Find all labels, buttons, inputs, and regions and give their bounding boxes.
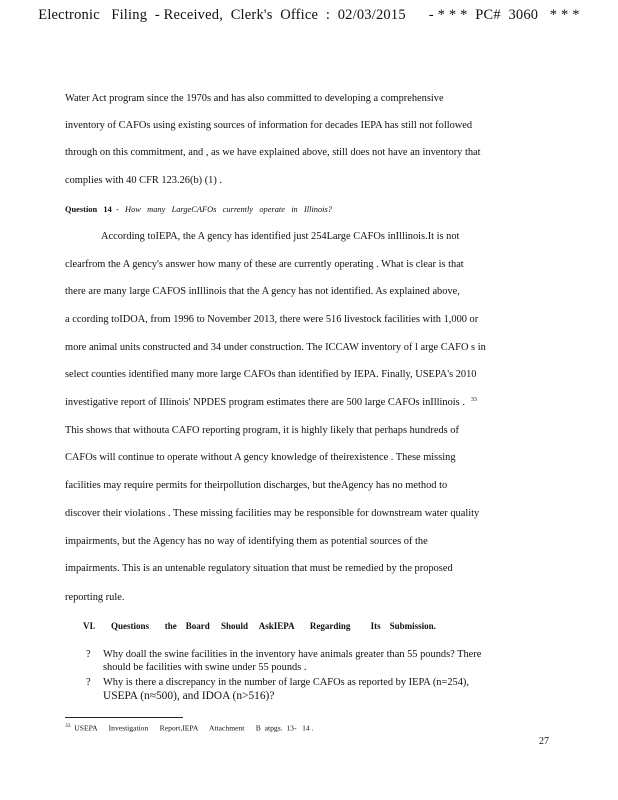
para2-line-14: reporting rule. xyxy=(65,592,125,603)
bullet-2-line-1: Why is there a discrepancy in the number of large CAFOs as reported by IEPA (n=254), xyxy=(103,677,469,688)
para2-line-10: facilities may require permits for theirpollution discharges, but theAgency has no method to xyxy=(65,480,448,491)
bullet-1-text xyxy=(103,649,481,674)
para1-line-3: through on this commitment, and , as we have explained above, still does not have an inventory that xyxy=(65,147,481,158)
page-number: 27 xyxy=(539,736,549,747)
bullet-1-symbol: ? xyxy=(86,649,91,660)
footnote-33 xyxy=(65,723,314,733)
bullet-2-line-2: USEPA (n≈500), and IDOA (n>516)? xyxy=(103,689,275,702)
para2-line-9: CAFOs will continue to operate without A gency knowledge of theirexistence . These missing xyxy=(65,452,456,463)
para2-line-13: impairments. This is an untenable regulatory situation that must be remedied by the proposed xyxy=(65,563,453,574)
para2-line-3: there are many large CAFOS inIllinois that the A gency has not identified. As explained above, xyxy=(65,286,460,297)
para2-line-8: This shows that withouta CAFO reporting program, it is highly likely that perhaps hundreds of xyxy=(65,425,459,436)
para2-line-4: a ccording toIDOA, from 1996 to November 2013, there were 516 livestock facilities with 1,000 or xyxy=(65,314,479,325)
para2-line-7: investigative report of Illinois' NPDES program estimates there are 500 large CAFOs inIllinois . 33 xyxy=(65,397,477,408)
para2-line-6: select counties identified many more large CAFOs than identified by IEPA. Finally, USEPA's 2010 xyxy=(65,369,477,380)
para2-line-5: more animal units constructed and 34 under construction. The ICCAW inventory of l arge CAFO s in xyxy=(65,342,486,353)
bullet-2-text xyxy=(103,677,469,702)
footnote-ref-33: 33 xyxy=(470,397,477,403)
section-vi-heading: VI. Questions the Board Should AskIEPA Regarding Its Submission. xyxy=(83,621,436,631)
filing-header: Electronic Filing - Received, Clerk's Office : 02/03/2015 - * * * PC# 3060 * * * xyxy=(38,7,580,23)
footnote-divider xyxy=(65,717,183,718)
question-14 xyxy=(65,205,332,214)
para2-line-12: impairments, but the Agency has no way of identifying them as potential sources of the xyxy=(65,536,428,547)
para2-line-11: discover their violations . These missing facilities may be responsible for downstream water quality xyxy=(65,508,480,519)
para1-line-2: inventory of CAFOs using existing sources of information for decades IEPA has still not followed xyxy=(65,120,473,131)
para1-line-4: complies with 40 CFR 123.26(b) (1) . xyxy=(65,175,223,186)
bullet-2-symbol: ? xyxy=(86,677,91,688)
para2-line-1: According toIEPA, the A gency has identified just 254Large CAFOs inIllinois.It is not xyxy=(101,231,460,242)
bullet-1-line-2: should be facilities with swine under 55 pounds . xyxy=(103,661,307,673)
para1-line-1: Water Act program since the 1970s and has also committed to developing a comprehensive xyxy=(65,93,444,104)
question-14-text: - How many LargeCAFOs currently operate in Illinois? xyxy=(111,205,332,214)
footnote-text: USEPA Investigation Report,IEPA Attachment B atpgs. 13- 14 . xyxy=(70,723,314,733)
question-14-label: Question 14 xyxy=(65,205,112,214)
footnote-number: 33 xyxy=(65,723,71,729)
bullet-1-line-1: Why doall the swine facilities in the inventory have animals greater than 55 pounds? There xyxy=(103,649,482,660)
para2-line-2: clearfrom the A gency's answer how many of these are currently operating . What is clear is that xyxy=(65,259,464,270)
